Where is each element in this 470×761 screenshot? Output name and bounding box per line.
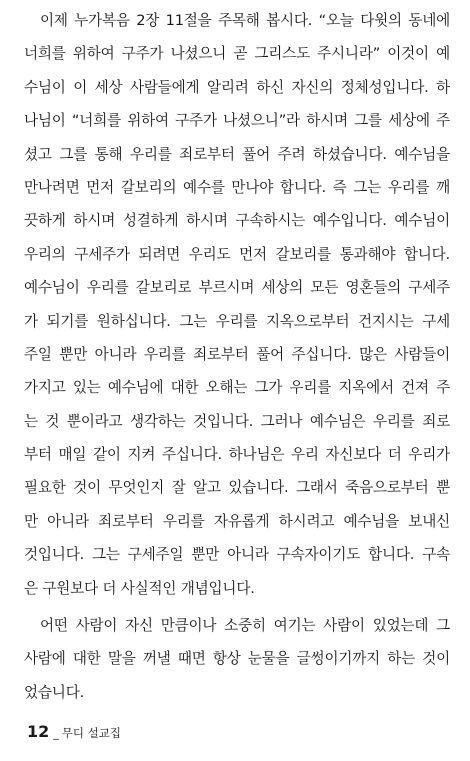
text-line: 은 구원보다 더 사실적인 개념입니다.	[24, 579, 255, 597]
running-title: 무디 설교집	[61, 726, 121, 740]
page-number: 12	[27, 722, 50, 741]
body-text	[24, 4, 450, 709]
text-line: 나님이 “너희를 위하여 구주가 나셨으니”라 하시며 그를 세상에 주	[24, 112, 450, 130]
text-line: 가지고 있는 예수님에 대한 오해는 그가 우리를 지옥에서 건져 주	[24, 379, 450, 397]
text-line: 예수님이 우리를 갈보리로 부르시며 세상의 모든 영혼들의 구세주	[24, 279, 450, 297]
text-line: 우리의 구세주가 되려면 우리도 먼저 갈보리를 통과해야 합니다.	[24, 245, 450, 263]
text-line: 주일 뿐만 아니라 우리를 죄로부터 풀어 주십니다. 많은 사람들이	[24, 345, 450, 363]
paragraph-1	[24, 4, 450, 605]
footer-separator: _	[53, 727, 59, 740]
paragraph-2	[24, 609, 450, 709]
text-line: 끗하게 하시며 성결하게 하시며 구속하시는 예수입니다. 예수님이	[24, 212, 450, 230]
page-footer	[27, 722, 121, 742]
text-line: 었습니다.	[24, 683, 85, 701]
text-line: 사람에 대한 말을 꺼낼 때면 항상 눈물을 글썽이기까지 하는 것이	[24, 650, 450, 668]
text-line: 부터 매일 같이 지켜 주십니다. 하나님은 우리 자신보다 더 우리가	[24, 446, 450, 464]
text-line: 수님이 이 세상 사람들에게 알리려 하신 자신의 정체성입니다. 하	[24, 78, 450, 96]
text-line: 셨고 그를 통해 우리를 죄로부터 풀어 주려 하셨습니다. 예수님을	[24, 145, 450, 163]
text-line: 너희를 위하여 구주가 나셨으니 곧 그리스도 주시니라” 이것이 예	[24, 45, 450, 63]
text-line: 가 되기를 원하십니다. 그는 우리를 지옥으로부터 건지시는 구세	[24, 312, 450, 330]
text-line: 어떤 사람이 자신 만큼이나 소중히 여기는 사람이 있었는데 그	[40, 617, 450, 635]
text-line: 만나려면 먼저 갈보리의 예수를 만나야 합니다. 즉 그는 우리를 깨	[24, 178, 450, 196]
text-line: 는 것 뿐이라고 생각하는 것입니다. 그러나 예수님은 우리를 죄로	[24, 412, 450, 430]
text-line: 이제 누가복음 2장 11절을 주목해 봅시다. “오늘 다윗의 동네에	[40, 12, 450, 29]
text-line: 것입니다. 그는 구세주일 뿐만 아니라 구속자이기도 합니다. 구속	[24, 546, 450, 564]
text-line: 만 아니라 죄로부터 우리를 자유롭게 하시려고 예수님을 보내신	[24, 512, 450, 530]
text-line: 필요한 것이 무엇인지 잘 알고 있습니다. 그래서 죽음으로부터 뿐	[24, 479, 450, 497]
